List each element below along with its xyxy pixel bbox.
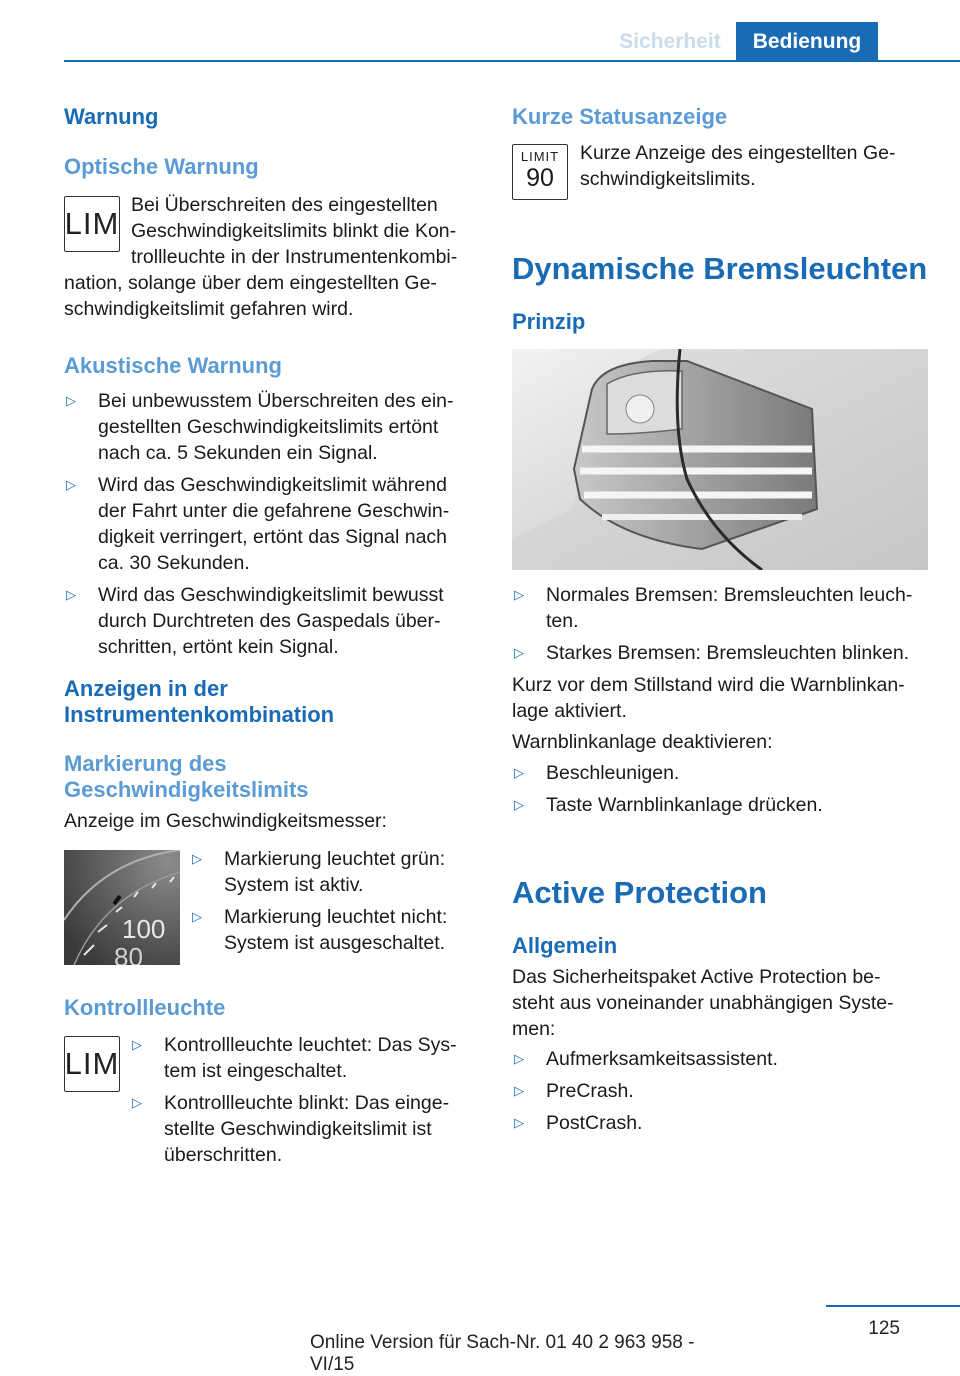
kurz-vor-stillstand-text: Kurz vor dem Stillstand wird die Warnblinkan- lage aktiviert. xyxy=(512,674,905,722)
heading-prinzip: Prinzip xyxy=(512,309,586,334)
triangle-bullet-icon: ▷ xyxy=(66,393,76,408)
list-item: ▷ Kontrollleuchte blinkt: Das einge- stellte Geschwindigkeitslimit ist überschritten. xyxy=(132,1092,450,1166)
akustische-list xyxy=(64,388,474,660)
heading-dynamische-bremsleuchten: Dynamische Bremsleuchten xyxy=(512,251,928,286)
page-number: 125 xyxy=(868,1318,900,1339)
list-item: ▷ Starkes Bremsen: Bremsleuchten blinken. xyxy=(514,642,910,664)
triangle-bullet-icon: ▷ xyxy=(514,797,524,812)
triangle-bullet-icon: ▷ xyxy=(66,587,76,602)
list-item: ▷ Beschleunigen. xyxy=(514,762,680,784)
optische-text-cont: nation, solange über dem eingestellten Ge- schwindigkeitslimit gefahren wird. xyxy=(64,272,437,320)
triangle-bullet-icon: ▷ xyxy=(132,1095,142,1110)
list-item: ▷ PostCrash. xyxy=(514,1112,643,1134)
speedo-label-80: 80 xyxy=(114,942,143,965)
markierung-list xyxy=(190,846,480,956)
markierung-text: Anzeige im Geschwindigkeitsmesser: xyxy=(64,810,387,832)
triangle-bullet-icon: ▷ xyxy=(514,765,524,780)
triangle-bullet-icon: ▷ xyxy=(514,587,524,602)
triangle-bullet-icon: ▷ xyxy=(514,1115,524,1130)
heading-active-protection: Active Protection xyxy=(512,875,767,910)
triangle-bullet-icon: ▷ xyxy=(192,909,202,924)
triangle-bullet-icon: ▷ xyxy=(514,1051,524,1066)
list-item: ▷ PreCrash. xyxy=(514,1080,634,1102)
heading-markierung: Markierung des Geschwindigkeitslimits xyxy=(64,751,309,802)
list-item: ▷ Wird das Geschwindigkeitslimit bewusst durch Durchtreten des Gaspedals über- schritten, ertönt kein Signal. xyxy=(66,584,444,658)
kontroll-list xyxy=(130,1032,475,1168)
triangle-bullet-icon: ▷ xyxy=(66,477,76,492)
list-item: ▷ Markierung leuchtet nicht: System ist ausgeschaltet. xyxy=(192,906,448,954)
speedo-label-100: 100 xyxy=(122,914,166,944)
allgemein-text: Das Sicherheitspaket Active Protection be- steht aus voneinander unabhängigen Syste- men: xyxy=(512,966,894,1040)
triangle-bullet-icon: ▷ xyxy=(514,1083,524,1098)
list-item: ▷ Aufmerksamkeitsassistent. xyxy=(514,1048,778,1070)
heading-anzeigen: Anzeigen in der Instrumentenkombination xyxy=(64,676,335,727)
warnblink-text: Warnblinkanlage deaktivieren: xyxy=(512,731,773,753)
speedometer-image xyxy=(64,850,180,965)
list-item: ▷ Kontrollleuchte leuchtet: Das Sys- tem ist eingeschaltet. xyxy=(132,1034,457,1082)
tail-light-image xyxy=(512,349,928,570)
tab-bedienung[interactable]: Bedienung xyxy=(736,22,878,62)
lim-indicator-icon: LIM xyxy=(64,196,120,252)
triangle-bullet-icon: ▷ xyxy=(132,1037,142,1052)
list-item: ▷ Normales Bremsen: Bremsleuchten leuch- ten. xyxy=(514,584,913,632)
warnblink-list xyxy=(512,760,932,818)
heading-warnung: Warnung xyxy=(64,104,159,129)
heading-kurze-statusanzeige: Kurze Statusanzeige xyxy=(512,104,728,129)
heading-allgemein: Allgemein xyxy=(512,933,618,958)
online-version-text: Online Version für Sach-Nr. 01 40 2 963 958 - VI/15 xyxy=(310,1332,695,1375)
heading-optische-warnung: Optische Warnung xyxy=(64,154,259,179)
heading-kontrollleuchte: Kontrollleuchte xyxy=(64,995,226,1020)
list-item: ▷ Taste Warnblinkanlage drücken. xyxy=(514,794,823,816)
footer-rule xyxy=(826,1305,960,1307)
triangle-bullet-icon: ▷ xyxy=(192,851,202,866)
tab-sicherheit[interactable]: Sicherheit xyxy=(604,22,736,62)
lim-indicator-icon: LIM xyxy=(64,1036,120,1092)
heading-akustische-warnung: Akustische Warnung xyxy=(64,353,282,378)
limit-90-icon: LIMIT 90 xyxy=(512,144,568,200)
brems-list xyxy=(512,582,932,666)
active-protection-list xyxy=(512,1046,932,1136)
list-item: ▷ Bei unbewusstem Überschreiten des ein- gestellten Geschwindigkeitslimits ertönt nach ca. 5 Sekunden ein Signal. xyxy=(66,390,454,464)
optische-text: Bei Überschreiten des eingestellten Geschwindigkeitslimits blinkt die Kon- trollleuchte in der Instrumentenkombi- xyxy=(131,194,458,268)
header-rule xyxy=(64,60,960,62)
list-item: ▷ Wird das Geschwindigkeitslimit während der Fahrt unter die gefahrene Geschwin- digkeit verringert, ertönt das Signal nach ca. 30 Sekunden. xyxy=(66,474,450,574)
list-item: ▷ Markierung leuchtet grün: System ist aktiv. xyxy=(192,848,446,896)
kurze-text: Kurze Anzeige des eingestellten Ge- schwindigkeitslimits. xyxy=(580,142,896,190)
triangle-bullet-icon: ▷ xyxy=(514,645,524,660)
